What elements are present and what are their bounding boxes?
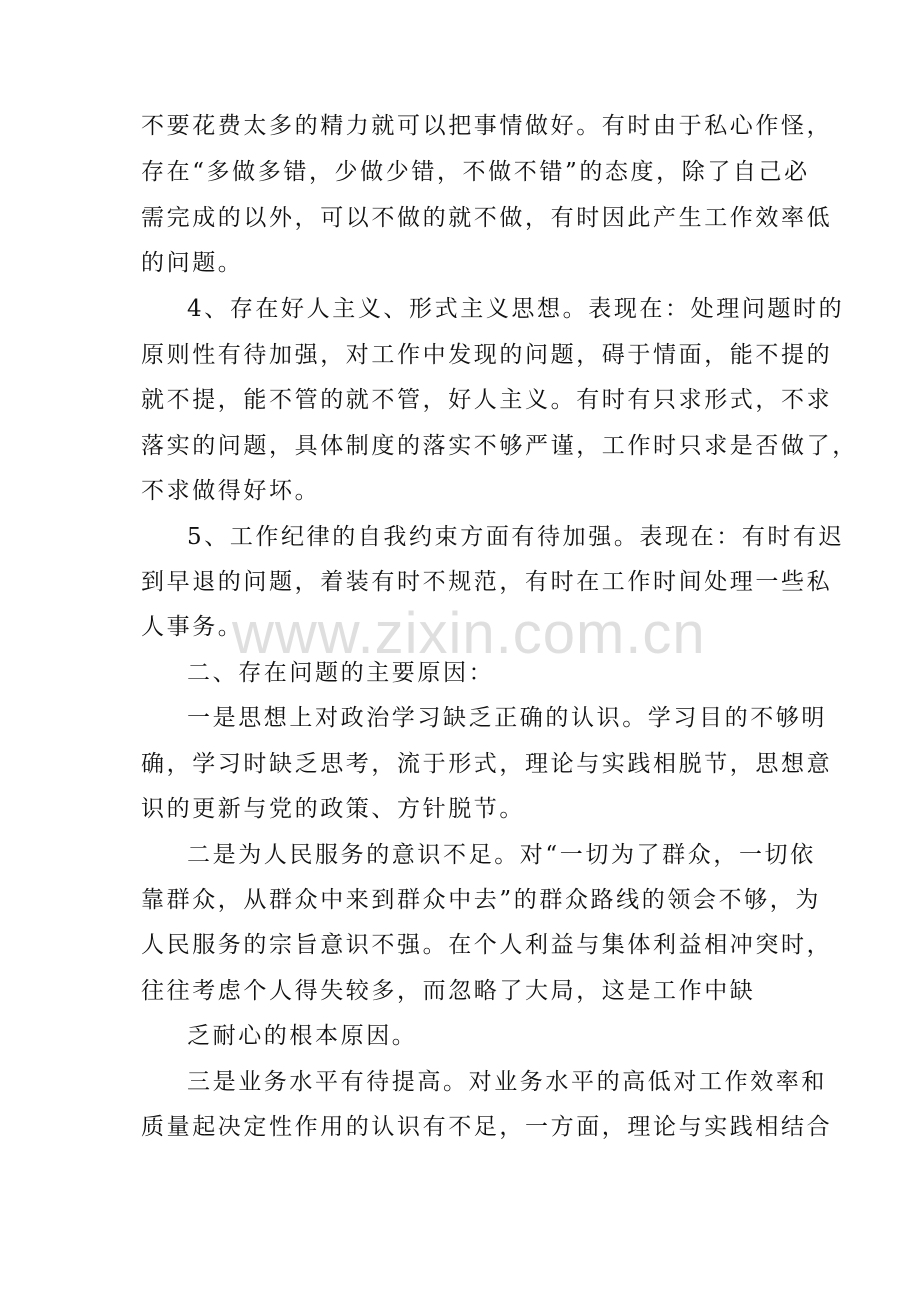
text-line: 就不提，能不管的就不管，好人主义。有时有只求形式，不求	[141, 387, 833, 413]
text-line: 落实的问题，具体制度的落实不够严谨，工作时只求是否做了，	[141, 433, 858, 459]
text-line: 靠群众，从群众中来到群众中去”的群众路线的领会不够，为	[141, 887, 821, 913]
text-line: 存在“多做多错，少做少错，不做不错”的态度，除了自己必	[141, 159, 810, 185]
section-heading: 二、存在问题的主要原因：	[187, 660, 495, 686]
text-line: 不求做得好坏。	[141, 478, 321, 504]
text-line: 识的更新与党的政策、方针脱节。	[141, 796, 525, 822]
paragraph-start-line: 二是为人民服务的意识不足。对“一切为了群众，一切依	[187, 842, 816, 868]
text-line: 到早退的问题，着装有时不规范，有时在工作时间处理一些私	[141, 569, 833, 595]
text-line: 人事务。	[141, 614, 244, 640]
paragraph-start-line: 一是思想上对政治学习缺乏正确的认识。学习目的不够明	[187, 705, 827, 731]
text-line: 质量起决定性作用的认识有不足，一方面，理论与实践相结合	[141, 1114, 833, 1140]
text-line: 往往考虑个人得失较多，而忽略了大局，这是工作中缺	[141, 978, 756, 1004]
text-line: 的问题。	[141, 250, 244, 276]
paragraph-start-line: 三是业务水平有待提高。对业务水平的高低对工作效率和	[187, 1069, 827, 1095]
paragraph-start-line: 5、工作纪律的自我约束方面有待加强。表现在：有时有迟	[187, 524, 845, 550]
text-line: 原则性有待加强，对工作中发现的问题，碍于情面，能不提的	[141, 342, 833, 368]
text-line: 乏耐心的根本原因。	[187, 1023, 418, 1049]
text-line: 人民服务的宗旨意识不强。在个人利益与集体利益相冲突时，	[141, 932, 833, 958]
watermark: www.zixin.com.cn	[232, 601, 706, 666]
text-line: 不要花费太多的精力就可以把事情做好。有时由于私心作怪，	[141, 113, 833, 139]
paragraph-start-line: 4、存在好人主义、形式主义思想。表现在：处理问题时的	[187, 296, 845, 322]
text-line: 确，学习时缺乏思考，流于形式，理论与实践相脱节，思想意	[141, 751, 833, 777]
text-line: 需完成的以外，可以不做的就不做，有时因此产生工作效率低	[141, 205, 833, 231]
